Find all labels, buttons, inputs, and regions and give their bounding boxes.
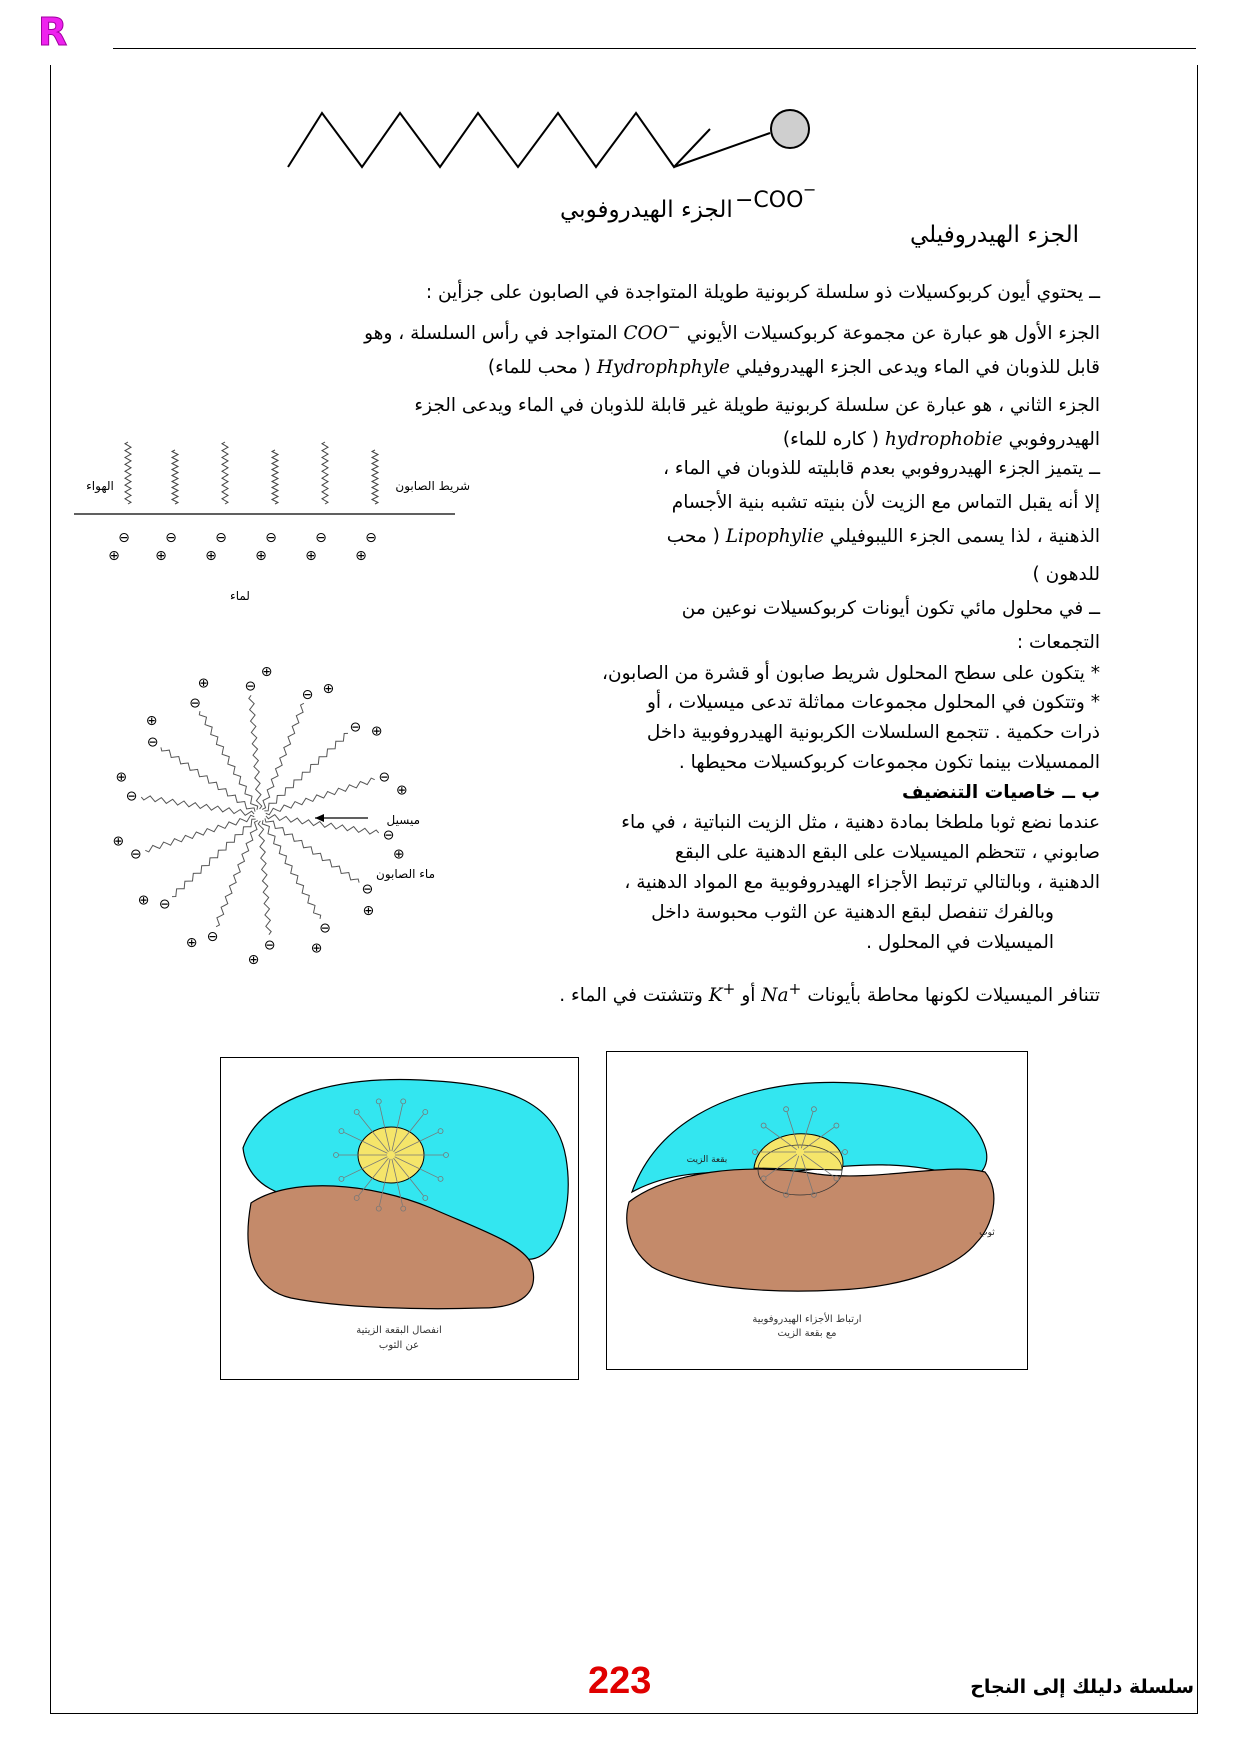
micelle-chains (141, 695, 378, 934)
micelle-ions (112, 664, 407, 968)
lipophilic-line-1: ــ يتميز الجزء الهيدروفوبي بعدم قابليته للذوبان في الماء ، (663, 458, 1100, 479)
soap-water-label: ماء الصابون (376, 867, 435, 881)
cation: ⊕ (155, 548, 167, 564)
micelle-chain (266, 778, 375, 815)
aggregates-line-4: * وتتكون في المحلول مجموعات مماثلة تدعى ميسيلات ، أو (646, 692, 1100, 713)
surfactant-chains (125, 442, 378, 504)
surfactant-chain (222, 442, 228, 504)
micelle-carboxylate-ion: ⊖ (125, 788, 138, 805)
micelle-cation: ⊕ (197, 675, 210, 692)
carboxylate-ion: ⊖ (165, 530, 177, 546)
cleaning-line-1: عندما نضع ثوبا ملطخا بمادة دهنية ، مثل الزيت النباتية ، في ماء (621, 812, 1100, 833)
micelle-cation: ⊕ (145, 713, 158, 730)
carboxylate-ion: ⊖ (265, 530, 277, 546)
brand-logo: R (38, 10, 68, 54)
micelle-chain (199, 711, 257, 810)
separation-caption-2: عن الثوب (378, 1340, 420, 1351)
surfactant-chain (272, 450, 278, 504)
micelle-carboxylate-ion: ⊖ (206, 928, 219, 945)
cleaning-line-5: الميسيلات في المحلول . (866, 932, 1054, 953)
carboxylate-ion: ⊖ (215, 530, 227, 546)
micelle-chain (258, 821, 271, 935)
carboxylate-ion: ⊖ (315, 530, 327, 546)
separation-caption-1: انفصال البقعة الزيتية (356, 1325, 442, 1336)
air-label: الهواء (86, 479, 114, 493)
micelle-carboxylate-ion: ⊖ (378, 769, 391, 786)
micelle-cation: ⊕ (112, 833, 125, 850)
micelle-cation: ⊕ (362, 902, 375, 919)
micelle-chain (145, 815, 254, 852)
hydrophobic-label: الجزء الهيدروفوبي (560, 197, 733, 223)
series-title: سلسلة دليلك إلى النجاح (970, 1676, 1194, 1698)
oil-stain-label: بقعة الزيت (686, 1155, 728, 1165)
micelle-carboxylate-ion: ⊖ (263, 937, 276, 954)
micelle-cation: ⊕ (392, 846, 405, 863)
lipophilic-line-2: إلا أنه يقبل التماس مع الزيت لأن بنيته تشبه بنية الأجسام (671, 492, 1100, 513)
aggregates-line-5: ذرات حكمية . تتجمع السلسلات الكربونية الهيدروفوبية داخل (646, 722, 1100, 743)
coo-formula: COO− (623, 318, 681, 345)
surfactant-chain (372, 450, 378, 504)
water-label: لماء (230, 589, 250, 603)
soap-strip-label: شريط الصابون (395, 479, 470, 493)
micelle-chain (141, 796, 254, 815)
aggregates-line-3: * يتكون على سطح المحلول شريط صابون أو قشرة من الصابون، (602, 663, 1100, 684)
micelle-carboxylate-ion: ⊖ (189, 695, 201, 712)
group-charge: − (803, 180, 817, 199)
micelle-cation: ⊕ (260, 664, 273, 681)
surfactant-chain (172, 450, 178, 504)
micelle-cation: ⊕ (185, 934, 198, 951)
page-number: 223 (588, 1660, 652, 1702)
attachment-caption-2: مع بقعة الزيت (777, 1328, 837, 1339)
carboxylate-head (771, 110, 809, 148)
group-formula: −COO (735, 188, 804, 213)
carboxylate-ion: ⊖ (118, 530, 130, 546)
micelle-cation: ⊕ (137, 892, 150, 909)
paragraph-4: الجزء الثاني ، هو عبارة عن سلسلة كربونية طويلة غير قابلة للذوبان في الماء ويدعى الجزء (414, 395, 1100, 417)
surfactant-chain (322, 442, 328, 504)
figure-attachment (606, 1051, 1028, 1370)
soap-film-diagram (70, 432, 470, 612)
column-text (570, 452, 1100, 958)
micelle-carboxylate-ion: ⊖ (319, 920, 331, 937)
micelle-carboxylate-ion: ⊖ (382, 827, 395, 844)
paragraph-1: ــ يحتوي أيون كربوكسيلات ذو سلسلة كربونية طويلة المتواجدة في الصابون على جزأين : (425, 282, 1100, 303)
micelle-carboxylate-ion: ⊖ (129, 846, 142, 863)
cation: ⊕ (205, 548, 217, 564)
micelle-cation: ⊕ (370, 723, 383, 740)
micelle-chain (216, 821, 258, 927)
surfactant-chain (125, 442, 131, 504)
micelle-cation: ⊕ (322, 681, 335, 698)
cation: ⊕ (305, 548, 317, 564)
micelle-cation: ⊕ (310, 940, 323, 957)
lipophilic-line-4: للدهون ) (1032, 564, 1100, 585)
cation: ⊕ (355, 548, 367, 564)
paragraph-2: الجزء الأول هو عبارة عن مجموعة كربوكسيلات الأيوني COO− المتواجد في رأس السلسلة ، وهو (364, 318, 1100, 345)
header-rule (113, 48, 1196, 49)
micelle-carboxylate-ion: ⊖ (146, 734, 159, 751)
surface-ions (108, 530, 377, 564)
micelle-carboxylate-ion: ⊖ (301, 687, 314, 704)
repulsion-text (300, 972, 1100, 1013)
micelle-label: ميسيل (386, 813, 420, 827)
micelle-carboxylate-ion: ⊖ (349, 719, 362, 736)
micelle-cation: ⊕ (115, 769, 128, 786)
aggregates-line-2: التجمعات : (1016, 632, 1100, 653)
cation: ⊕ (255, 548, 267, 564)
cleaning-line-4: وبالفرك تنفصل لبقع الدهنية عن الثوب محبوسة داخل (651, 902, 1054, 923)
lipophilic-line-3: الذهنية ، لذا يسمى الجزء الليبوفيلي Lipophylie ( محب (666, 526, 1100, 547)
cleaning-line-3: الدهنية ، وبالتالي ترتبط الأجزاء الهيدروفوبية مع المواد الدهنية ، (624, 872, 1100, 893)
attachment-caption-1: ارتباط الأجزاء الهيدروفوبية (752, 1314, 862, 1325)
micelle-cation: ⊕ (247, 951, 260, 968)
hydrophilic-label: الجزء الهيدروفيلي (910, 222, 1080, 248)
paragraph-5: الهيدروفوبي hydrophobie ( كاره للماء) (782, 429, 1100, 451)
figure-separation (220, 1057, 579, 1380)
micelle-carboxylate-ion: ⊖ (361, 881, 374, 898)
intro-text (150, 276, 1100, 457)
aggregates-line-6: الممسيلات بينما تكون مجموعات كربوكسيلات محيطها . (678, 752, 1100, 773)
micelle-chain (262, 703, 304, 809)
section-title: ب ــ خاصيات التنضيف (901, 782, 1100, 803)
micelle-cation: ⊕ (395, 782, 408, 799)
cloth-label: ثوب (979, 1228, 995, 1238)
micelle-diagram (110, 640, 450, 968)
cloth-region (627, 1169, 994, 1291)
micelle-carboxylate-ion: ⊖ (158, 896, 171, 913)
cleaning-line-2: صابوني ، تتحظم الميسيلات على البقع الدهنية على البقع (674, 842, 1100, 863)
micelle-chain (262, 820, 320, 919)
aggregates-line-1: ــ في محلول مائي تكون أيونات كربوكسيلات نوعين من (681, 598, 1100, 619)
carboxylate-ion: ⊖ (365, 530, 377, 546)
carbon-chain (288, 113, 710, 167)
cation: ⊕ (108, 548, 120, 564)
paragraph-3: قابل للذوبان في الماء ويدعى الجزء الهيدروفيلي Hydrophphyle ( محب للماء) (487, 357, 1100, 379)
repulsion-line: تتنافر الميسيلات لكونها محاطة بأيونات Na+ أو K+ وتتشتت في الماء . (559, 980, 1100, 1007)
micelle-chain (249, 695, 262, 809)
soap-molecule-diagram (270, 95, 1080, 260)
micelle-carboxylate-ion: ⊖ (244, 678, 257, 695)
